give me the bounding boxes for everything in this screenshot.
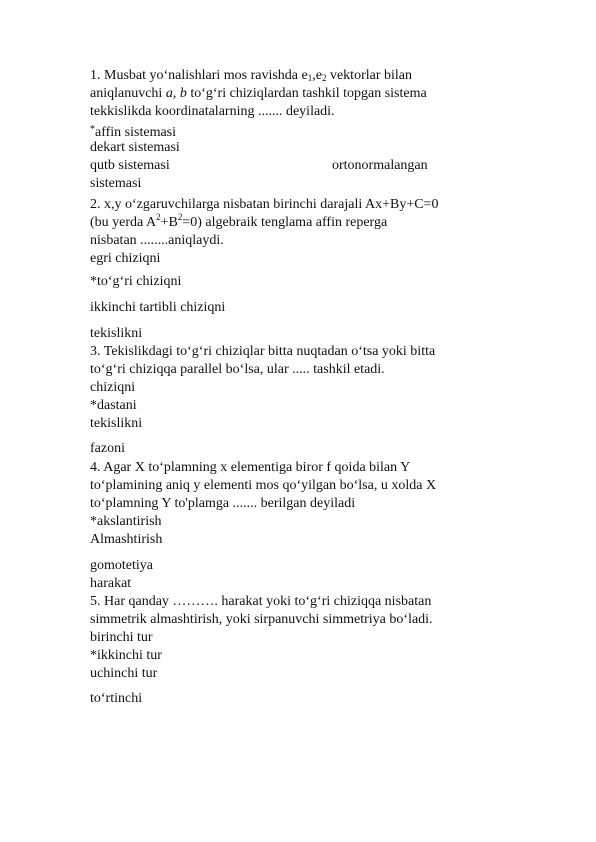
q2-option-2: *to‘g‘ri chiziqni <box>90 274 182 289</box>
vector-e2-subscript: 2 <box>321 73 327 83</box>
q3-line1: 3. Tekislikdagi to‘g‘ri chiziqlar bitta nuqtadan o‘tsa yoki bitta <box>90 344 436 359</box>
q2-line3: nisbatan ........aniqlaydi. <box>90 233 224 248</box>
q1-option-3: qutb sistemasi <box>90 158 170 173</box>
superscript-2: 2 <box>177 212 183 222</box>
q1-line2 <box>90 85 427 103</box>
q1-text-mid: vektorlar bilan <box>326 68 412 83</box>
vector-e1: e <box>301 68 308 83</box>
q5-option-4: to‘rtinchi <box>90 691 143 706</box>
q5-option-3: uchinchi tur <box>90 666 158 681</box>
vector-e2: e <box>315 68 322 83</box>
q1-option-1-text: affin sistemasi <box>95 125 177 140</box>
q3-option-1: chiziqni <box>90 380 136 395</box>
q1-option-4-part2: sistemasi <box>90 176 142 191</box>
separator: , <box>172 86 180 101</box>
q1-option-2: dekart sistemasi <box>90 140 180 155</box>
q2-option-1: egri chiziqni <box>90 251 161 266</box>
superscript-2: 2 <box>156 212 161 222</box>
q3-option-3: tekislikni <box>90 416 143 431</box>
q2-line2-post: =0) algebraik tenglama affin reperga <box>182 215 388 230</box>
q1-line2-post: to‘g‘ri chiziqlardan tashkil topgan sistema <box>186 86 427 101</box>
q5-option-1: birinchi tur <box>90 630 153 645</box>
q1-line1 <box>90 67 412 85</box>
q2-line1: 2. x,y o‘zgaruvchilarga nisbatan birinchi darajali Ax+By+C=0 <box>90 197 439 212</box>
q4-option-4: harakat <box>90 576 132 591</box>
q1-text: 1. Musbat yo‘nalishlari mos ravishda <box>90 68 302 83</box>
comma: , <box>312 68 316 83</box>
q1-option-4-part1: ortonormalangan <box>332 158 428 173</box>
q3-option-2: *dastani <box>90 398 137 413</box>
q4-line2: to‘plamining aniq y elementi mos qo‘yilgan bo‘lsa, u xolda X <box>90 478 437 493</box>
correct-marker: * <box>90 124 95 135</box>
q5-line1: 5. Har qanday ………. harakat yoki to‘g‘ri chiziqqa nisbatan <box>90 594 432 609</box>
q2-line2-pre: (bu yerda A <box>90 215 157 230</box>
q2-line2 <box>90 214 387 232</box>
q1-line3: tekkislikda koordinatalarning ....... deyiladi. <box>90 104 335 119</box>
q1-line2-pre: aniqlanuvchi <box>90 86 166 101</box>
q4-line1: 4. Agar X to‘plamning x elementiga biror f qoida bilan Y <box>90 460 411 475</box>
q4-option-1: *akslantirish <box>90 514 162 529</box>
q4-line3: to‘plamning Y to'plamga ....... berilgan deyiladi <box>90 496 356 511</box>
q2-option-4: tekislikni <box>90 326 143 341</box>
q4-option-2: Almashtirish <box>90 532 163 547</box>
q3-option-4: fazoni <box>90 441 125 456</box>
q2-option-3: ikkinchi tartibli chiziqni <box>90 300 226 315</box>
var-b: b <box>179 86 187 101</box>
q3-line2: to‘g‘ri chiziqqa parallel bo‘lsa, ular ..... tashkil etadi. <box>90 362 385 377</box>
vector-e1-subscript: 1 <box>307 73 313 83</box>
var-a: a <box>165 86 173 101</box>
q4-option-3: gomotetiya <box>90 558 153 573</box>
q2-plus-b: +B <box>160 215 178 230</box>
q5-line2: simmetrik almashtirish, yoki sirpanuvchi simmetriya bo‘ladi. <box>90 612 433 627</box>
q5-option-2: *ikkinchi tur <box>90 648 162 663</box>
